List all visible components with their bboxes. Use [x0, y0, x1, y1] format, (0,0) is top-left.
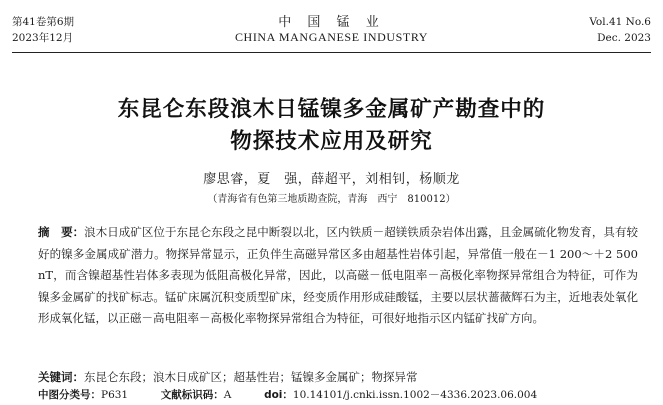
journal-header: [0, 0, 663, 50]
keywords-text: 东昆仑东段；浪木日成矿区；超基性岩；锰镍多金属矿；物探异常: [84, 370, 418, 384]
title-line-2: 物探技术应用及研究: [230, 129, 433, 154]
title-line-1: 东昆仑东段浪木日锰镍多金属矿产勘查中的: [117, 97, 546, 122]
date-cn: 2023年12月: [12, 32, 74, 44]
header-right: [589, 14, 651, 46]
abstract-label: 摘 要：: [38, 225, 85, 239]
issue-en: Vol.41 No.6: [589, 16, 651, 28]
issue-cn: 第41卷第6期: [12, 16, 75, 28]
doi-label: doi：: [264, 389, 293, 401]
clc-label: 中图分类号：: [38, 389, 101, 401]
authors: 廖思睿，夏 强，薛超平，刘相钊，杨顺龙: [203, 172, 460, 187]
doi-value: 10.14101/j.cnki.issn.1002－4336.2023.06.004: [292, 389, 538, 401]
header-rule: [12, 52, 651, 53]
journal-name-cn: 中 国 锰 业: [278, 15, 385, 30]
journal-name-en: CHINA MANGANESE INDUSTRY: [234, 30, 429, 44]
doc-code-label: 文献标识码：: [160, 389, 224, 401]
date-en: Dec. 2023: [597, 32, 651, 44]
affiliation: （青海省有色第三地质勘查院，青海 西宁 810012）: [207, 194, 456, 205]
keywords: [38, 369, 418, 385]
clc-value: P631: [101, 389, 129, 401]
abstract-text: 浪木日成矿区位于东昆仑东段之昆中断裂以北，区内铁质－超镁铁质杂岩体出露，且金属硫化物发育，具有较好的镍多金属成矿潜力。物探异常显示，正负伴生高磁异常区多由超基性岩体引起，异常值一般在－1 200～＋2 500 nT，而含镍超基性岩体多表现为低阻高极化异常，因此，以高磁－低电阻率－高极化率物探异常组合为特征，可作为镍多金属矿的找矿标志。锰矿床属沉积变质型矿床，经变质作用形成硅酸锰，主要以层状蔷薇辉石为主，近地表处氧化形成氧化锰，以正磁－高电阻率－高极化率物探异常组合为特征，可很好地指示区内锰矿找矿方向。: [38, 225, 639, 325]
abstract: [38, 222, 638, 330]
keywords-label: 关键词：: [38, 370, 84, 384]
classification-line: [38, 387, 537, 403]
doc-code-value: A: [223, 389, 232, 401]
